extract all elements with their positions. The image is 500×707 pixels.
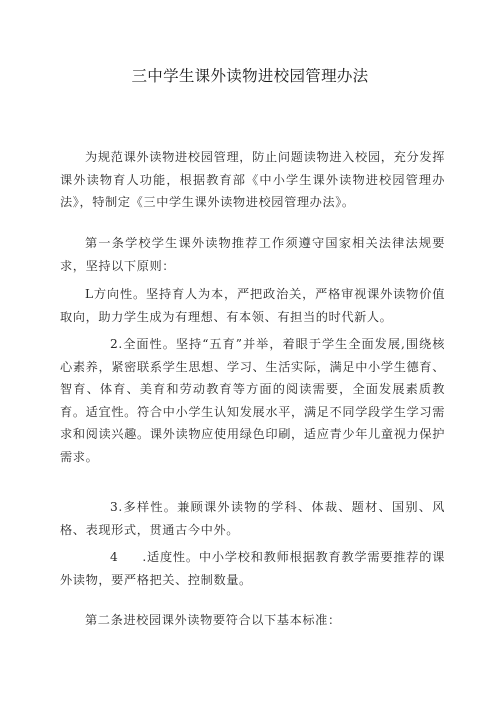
article-2-paragraph: 第二条进校园课外读物要符合以下基本标准： [85,613,341,627]
item-4-text: .适度性。中小学校和教师根据教育教学需要推荐的课外读物，要严格把关、控制数量。 [60,550,445,587]
document-title: 三中学生课外读物进校园管理办法 [131,67,369,85]
item-1-paragraph: L方向性。坚持育人为本，严把政治关，严格审视课外读物价值取向，助力学生成为有理想、有本领、有担当的时代新人。 [60,287,445,324]
item-3-paragraph [60,496,445,541]
item-2-text: .全面性。坚持“五育”并举，着眼于学生全面发展,围绕核心素养，紧密联系学生思想、学习、生活实际，满足中小学生德育、智育、体育、美育和劳动教育等方面的阅读需要，全面发展素质教育。适宜性。符合中小学生认知发展水平，满足不同学段学生学习需求和阅读兴趣。课外读物应使用绿色印刷，适应青少年儿童视力保护需求。 [60,337,445,464]
item-4-number: 4 [110,550,119,564]
item-3-text: .多样性。兼顾课外读物的学科、体裁、题材、国别、风格、表现形式，贯通古今中外。 [60,500,445,537]
article-1-paragraph: 第一条学校学生课外读物推荐工作须遵守国家相关法律法规要求，坚持以下原则： [60,236,445,273]
item-3-number: 3 [110,500,119,514]
item-2-paragraph [60,333,445,468]
item-2-number: 2 [110,337,119,351]
intro-paragraph: 为规范课外读物进校园管理，防止问题读物进入校园，充分发挥课外读物育人功能，根据教育部《中小学生课外读物进校园管理办法》，特制定《三中学生课外读物进校园管理办法》。 [60,150,445,209]
item-4-paragraph [60,546,445,591]
